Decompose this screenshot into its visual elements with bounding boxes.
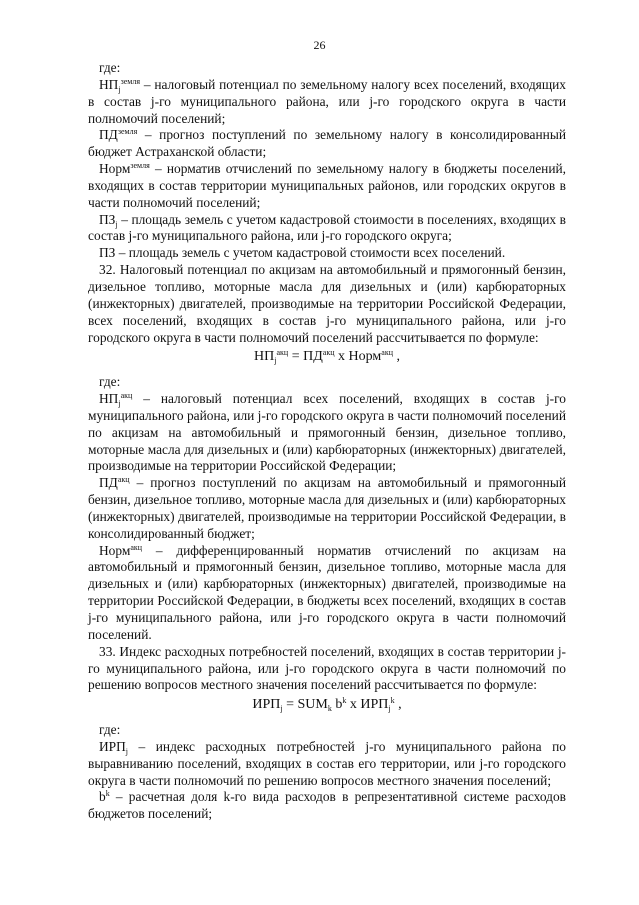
definition-paragraph: $ИРП_j$ – индекс расходных потребностей j-го муниципального района по выравниванию поселений, входящих в состав его территории, или j-го городского округа в части полномочий по решению вопросов местного значения поселений; [88, 738, 566, 788]
formula-expense-index: $ИРП_j = SUM_k$ $b^k$ х $ИРП_j^k$ , [252, 696, 402, 714]
definition-paragraph: Норм$^{акц}$ – дифференцированный норматив отчислений по акцизам на автомобильный и прямогонный бензин, дизельное топливо, моторные масла для дизельных и (или) карбюраторных (инжекторных) двигателей, производимые на территории Российской Федерации, в бюджеты всех поселений, входящих в состав j-го муниципального района, или j-го городского округа в части полномочий поселений. [88, 542, 566, 642]
definition-paragraph: $ПЗ_j$ – площадь земель с учетом кадастровой стоимости в поселениях, входящих в состав j-го муниципального района, или j-го городского округа; [88, 211, 566, 244]
where-label: где: [99, 374, 121, 390]
formula-excise: $НП_j^{акц} = ПД^{акц}$ х Норм$^{акц}$ , [254, 348, 400, 366]
where-label: где: [99, 60, 121, 75]
definition-paragraph: $НП_j^{акц}$ – налоговый потенциал всех поселений, входящих в состав j-го муниципального района, или j-го городского округа в части полномочий поселений по акцизам на автомобильный и прямогонный бензин, дизельное топливо, моторные масла для дизельных и (или) карбюраторных (инжекторных) двигателей, производимые на территории Российской Федерации; [88, 391, 566, 474]
definition-paragraph: ПЗ – площадь земель с учетом кадастровой стоимости всех поселений. [99, 245, 506, 261]
definition-paragraph: $ПД^{земля}$ – прогноз поступлений по земельному налогу в консолидированный бюджет Астраханской области; [88, 127, 566, 160]
page-number: 26 [313, 38, 326, 52]
document-body [88, 60, 566, 823]
definition-paragraph: $НП_j^{земля}$ – налоговый потенциал по земельному налогу всех поселений, входящих в состав j-го муниципального района, или j-го городского округа в части полномочий поселений; [88, 76, 566, 126]
definition-paragraph: Норм$^{земля}$ – норматив отчислений по земельному налогу в бюджеты поселений, входящих в состав территории муниципальных районов, или городских округов в части полномочий поселений; [88, 161, 566, 210]
definition-paragraph: $ПД^{акц}$ – прогноз поступлений по акцизам на автомобильный и прямогонный бензин, дизельное топливо, моторные масла для дизельных и (или) карбюраторных (инжекторных) двигателей, производимые на территории Российской Федерации, в консолидированный бюджет; [88, 475, 566, 541]
section-33-paragraph: 33. Индекс расходных потребностей поселений, входящих в состав территории j-го муниципального района, или j-го городского округа в части полномочий по решению вопросов местного значения поселений рассчитывается по формуле: [88, 643, 566, 693]
definition-paragraph: $b^k$ – расчетная доля k-го вида расходов в репрезентативной системе расходов бюджетов поселений; [88, 789, 566, 822]
where-label: где: [99, 722, 121, 738]
section-32-paragraph: 32. Налоговый потенциал по акцизам на автомобильный и прямогонный бензин, дизельное топливо, моторные масла для дизельных и (или) карбюраторных (инжекторных) двигателей, производимые на территории Российской Федерации, всех поселений, входящих в состав j-го муниципального района, или j-го городского округа в части полномочий поселений рассчитывается по формуле: [88, 262, 566, 345]
